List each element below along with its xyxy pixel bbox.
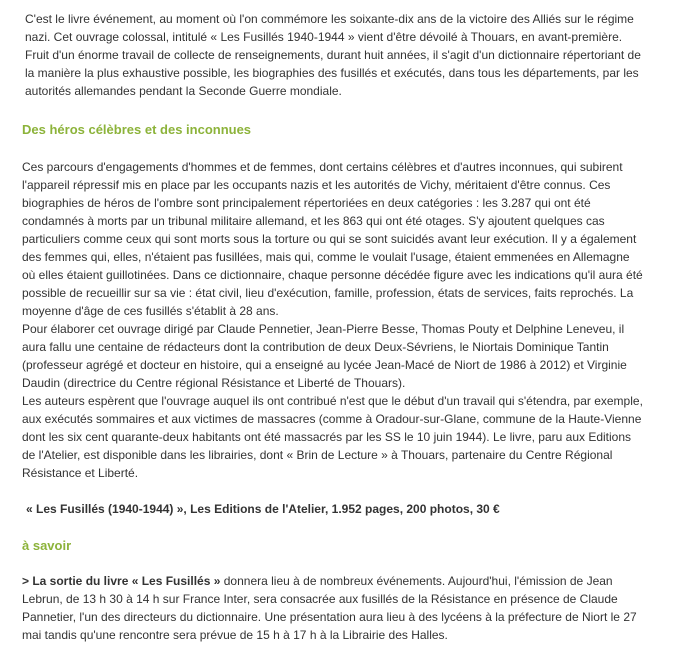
section-heading-heros: Des héros célèbres et des inconnues (22, 122, 252, 137)
body-paragraph: Pour élaborer cet ouvrage dirigé par Claude Pennetier, Jean-Pierre Besse, Thomas Pouty et Delphine Leneveu, il aura fallu une centaine de rédacteurs dont la contribution de deux Deux-Sévriens, le Niortais Dominique Tantin (professeur agrégé et docteur en histoire, qui a enseigné au lycée Jean-Macé de Niort de 1986 à 2012) et Virginie Daudin (directrice du Centre régional Résistance et Liberté de Thouars). (22, 322, 627, 390)
section-heading-a-savoir: à savoir (22, 538, 72, 553)
a-savoir-text: donnera lieu à de nombreux événements. Aujourd'hui, l'émission de Jean Lebrun, de 13 h 30 à 14 h sur France Inter, sera consacrée aux fusillés de la Résistance en présence de Claude Pannetier, l'un des directeurs du dictionnaire. Une présentation aura lieu à des lycéens à la préfecture de Niort le 27 mai tandis qu'une rencontre sera prévue de 15 h à 17 h à la Librairie des Halles. (22, 574, 637, 642)
book-reference: « Les Fusillés (1940-1944) », Les Editions de l'Atelier, 1.952 pages, 200 photos, 30 € (26, 502, 500, 516)
section-heros-body (22, 158, 644, 482)
article-body (22, 10, 644, 644)
a-savoir-paragraph (22, 572, 644, 644)
body-paragraph: Ces parcours d'engagements d'hommes et de femmes, dont certains célèbres et d'autres inconnues, qui subirent l'appareil répressif mis en place par les occupants nazis et les autorités de Vichy, méritaient d'être connus. Ces biographies de héros de l'ombre sont principalement répertoriées en deux catégories : les 3.287 qui ont été condamnés à morts par un tribunal militaire allemand, et les 863 qui ont été otages. S'y ajoutent quelques cas particuliers comme ceux qui sont morts sous la torture ou qui se sont suicidés avant leur exécution. Il y a également des femmes qui, elles, n'étaient pas fusillées, mais qui, comme le voulait l'usage, étaient emmenées en Allemagne où elles étaient guillotinées. Dans ce dictionnaire, chaque personne décédée figure avec les indications qu'il aura été possible de recueillir sur sa vie : état civil, lieu d'exécution, famille, profession, états de services, faits reprochés. La moyenne d'âge de ces fusillés s'établit à 28 ans. (22, 160, 643, 318)
body-paragraph: Les auteurs espèrent que l'ouvrage auquel ils ont contribué n'est que le début d'un travail qui s'étendra, par exemple, aux exécutés sommaires et aux victimes de massacres (comme à Oradour-sur-Glane, commune de la Haute-Vienne dont les six cent quarante-deux habitants ont été massacrés par les SS le 10 juin 1944). Le livre, paru aux Editions de l'Atelier, est disponible dans les librairies, dont « Brin de Lecture » à Thouars, partenaire du Centre Régional Résistance et Liberté. (22, 394, 643, 480)
intro-paragraph: C'est le livre événement, au moment où l'on commémore les soixante-dix ans de la victoire des Alliés sur le régime nazi. Cet ouvrage colossal, intitulé « Les Fusillés 1940-1944 » vient d'être dévoilé à Thouars, en avant-première. Fruit d'un énorme travail de collecte de renseignements, durant huit années, il s'agit d'un dictionnaire répertoriant de la manière la plus exhaustive possible, les biographies des fusillés et exécutés, dans tous les départements, par les autorités allemandes pendant la Seconde Guerre mondiale. (25, 12, 641, 98)
a-savoir-lead: > La sortie du livre « Les Fusillés » (22, 574, 221, 588)
